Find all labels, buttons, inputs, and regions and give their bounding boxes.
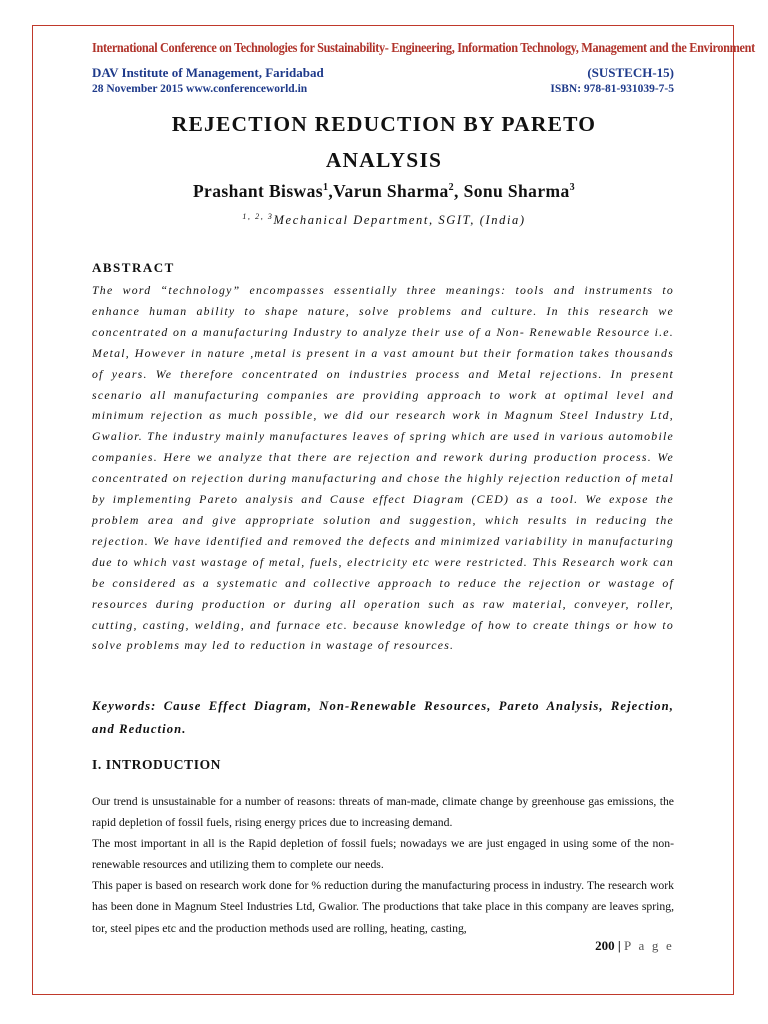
author-separator: , <box>454 181 464 201</box>
page-number: 200 <box>595 938 615 953</box>
page-label: P a g e <box>624 938 674 953</box>
affiliation-marks: 1, 2, 3 <box>242 212 274 221</box>
author-affiliation-mark: 2 <box>448 182 455 194</box>
conference-title: International Conference on Technologies for Sustainability- Engineering, Information Technology, Management and the Environment <box>92 40 755 55</box>
isbn: ISBN: 978-81-931039-7-5 <box>550 83 674 95</box>
affiliation-text: Mechanical Department, SGIT, (India) <box>273 213 526 228</box>
conference-date-website: 28 November 2015 www.conferenceworld.in <box>92 83 308 95</box>
paper-title-line2: ANALYSIS <box>325 148 443 172</box>
paper-title-line1: REJECTION REDUCTION BY PARETO <box>171 112 597 136</box>
author-affiliation-mark: 1 <box>322 182 329 194</box>
page-footer <box>560 938 674 954</box>
introduction-paragraph: Our trend is unsustainable for a number of reasons: threats of man-made, climate change by greenhouse gas emissions, the rapid depletion of fossil fuels, rising energy prices due to increasing demand. <box>92 795 674 830</box>
introduction-heading: I. INTRODUCTION <box>92 757 222 772</box>
paper-title <box>100 106 668 178</box>
institute-name: DAV Institute of Management, Faridabad <box>92 65 324 80</box>
author-list <box>100 181 668 202</box>
footer-separator: | <box>617 938 621 953</box>
introduction-body <box>92 791 674 939</box>
author-affiliation-mark: 3 <box>569 182 576 194</box>
introduction-paragraph: The most important in all is the Rapid depletion of fossil fuels; nowadays we are just engaged in using some of the non- renewable resources and utilizing them to complete our needs. <box>92 837 674 872</box>
author-name: Prashant Biswas <box>192 181 323 201</box>
abstract-heading: ABSTRACT <box>92 260 175 275</box>
affiliation <box>100 212 668 228</box>
abstract-text: The word “technology” encompasses essentially three meanings: tools and instruments to enhance human ability to shape nature, solve problems and culture. In this research we concentrated on a manufacturing Industry to analyze their use of a Non- Renewable Resource i.e. Metal, However in nature ,metal is present in a vast amount but their formation takes thousands of years. We therefore concentrated on industries process and Metal rejections. In present scenario all manufacturing companies are providing approach to work at optimal level and minimum rejection as much possible, we did our research work in Magnum Steel Industry Ltd, Gwalior. The industry mainly manufactures leaves of spring which are used in various automobile companies. Here we analyze that there are rejection and rework during production process. We concentrated on rejection during manufacturing and chose the highly rejection reduction of metal by implementing Pareto analysis and Cause effect Diagram (CED) as a tool. We expose the problem area and give appropriate solution and suggestion, which results in reducing the rejection. We have identified and removed the defects and minimized variability in manufacturing due to which vast wastage of metal, fuels, electricity etc were restricted. This Research work can be considered as a systematic and collective approach to reduce the rejection or wastage of resources during production or during all operation such as raw material, conveyer, roller, cutting, casting, welding, and furnace etc. because knowledge of how to create things or how to solve problems may led to reduction in wastage of resources. <box>92 283 674 653</box>
conference-short-name: (SUSTECH-15) <box>587 65 674 80</box>
author-name: Varun Sharma <box>333 181 449 201</box>
introduction-paragraph: This paper is based on research work done for % reduction during the manufacturing process in industry. The research work has been done in Magnum Steel Industries Ltd, Gwalior. The productions that take place in this company are leaves spring, tor, steel pipes etc and the production methods used are rolling, heating, casting, <box>92 879 674 935</box>
author-separator: , <box>328 181 334 201</box>
author-name: Sonu Sharma <box>463 181 570 201</box>
keywords: Keywords: Cause Effect Diagram, Non-Renewable Resources, Pareto Analysis, Rejection, and Reduction. <box>92 699 674 736</box>
